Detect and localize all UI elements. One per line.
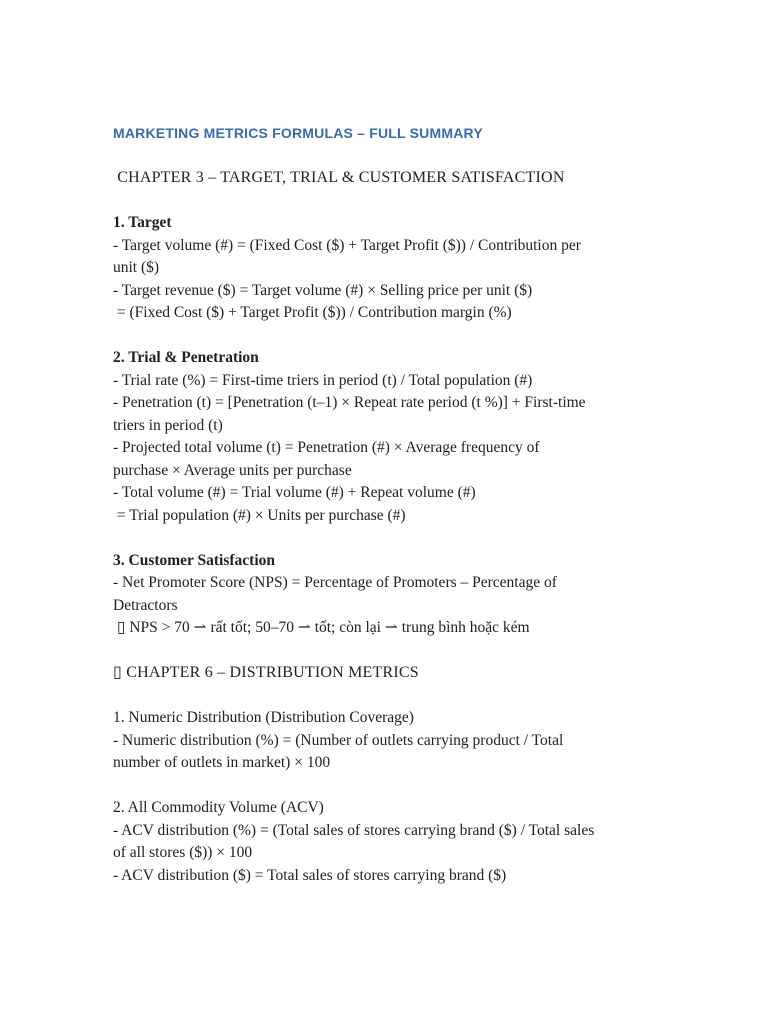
section-1-target-line-0: 1. Target <box>113 214 172 231</box>
section-acv-line-3: - ACV distribution ($) = Total sales of stores carrying brand ($) <box>113 866 507 884</box>
chapter-6-heading <box>113 662 718 685</box>
section-acv-line-1: - ACV distribution (%) = (Total sales of stores carrying brand ($) / Total sales <box>113 821 595 839</box>
section-3-customer-satisfaction-line-3: ▯ NPS > 70 ⇀ rất tốt; 50–70 ⇀ tốt; còn lại ⇀ trung bình hoặc kém <box>113 619 530 636</box>
section-1-target-line-3: - Target revenue ($) = Target volume (#) × Selling price per unit ($) <box>113 281 533 299</box>
section-1-target <box>113 212 718 325</box>
section-2-trial-penetration-line-4: - Projected total volume (t) = Penetration (#) × Average frequency of <box>113 439 540 456</box>
section-2-trial-penetration-line-3: triers in period (t) <box>113 416 223 434</box>
chapter-6-heading-line-0: ▯ CHAPTER 6 – DISTRIBUTION METRICS <box>113 664 419 681</box>
section-1-target-line-4: = (Fixed Cost ($) + Target Profit ($)) / Contribution margin (%) <box>113 304 512 321</box>
section-3-customer-satisfaction-line-2: Detractors <box>113 596 178 614</box>
section-2-trial-penetration-line-0: 2. Trial & Penetration <box>113 349 259 366</box>
section-2-trial-penetration <box>113 347 718 527</box>
section-numeric-distribution <box>113 707 718 775</box>
section-2-trial-penetration-line-1: - Trial rate (%) = First-time triers in period (t) / Total population (#) <box>113 371 533 389</box>
section-acv <box>113 797 718 887</box>
section-1-target-line-1: - Target volume (#) = (Fixed Cost ($) + Target Profit ($)) / Contribution per <box>113 236 581 254</box>
section-1-target-line-2: unit ($) <box>113 259 160 276</box>
section-3-customer-satisfaction-line-0: 3. Customer Satisfaction <box>113 551 276 569</box>
section-numeric-distribution-line-0: 1. Numeric Distribution (Distribution Coverage) <box>113 709 414 726</box>
section-2-trial-penetration-line-6: - Total volume (#) = Trial volume (#) + Repeat volume (#) <box>113 484 476 501</box>
chapter-3-heading <box>113 167 718 190</box>
section-2-trial-penetration-line-5: purchase × Average units per purchase <box>113 461 352 479</box>
section-3-customer-satisfaction <box>113 550 718 640</box>
section-numeric-distribution-line-2: number of outlets in market) × 100 <box>113 754 331 771</box>
section-numeric-distribution-line-1: - Numeric distribution (%) = (Number of outlets carrying product / Total <box>113 731 564 749</box>
section-acv-line-2: of all stores ($)) × 100 <box>113 844 253 861</box>
section-2-trial-penetration-line-2: - Penetration (t) = [Penetration (t–1) × Repeat rate period (t %)] + First-time <box>113 394 586 411</box>
section-2-trial-penetration-line-7: = Trial population (#) × Units per purchase (#) <box>113 506 406 524</box>
section-acv-line-0: 2. All Commodity Volume (ACV) <box>113 799 324 816</box>
document-body <box>113 167 718 887</box>
chapter-3-heading-line-0: CHAPTER 3 – TARGET, TRIAL & CUSTOMER SATISFACTION <box>113 169 565 186</box>
section-3-customer-satisfaction-line-1: - Net Promoter Score (NPS) = Percentage of Promoters – Percentage of <box>113 574 557 591</box>
document-title: MARKETING METRICS FORMULAS – FULL SUMMARY <box>113 125 483 141</box>
